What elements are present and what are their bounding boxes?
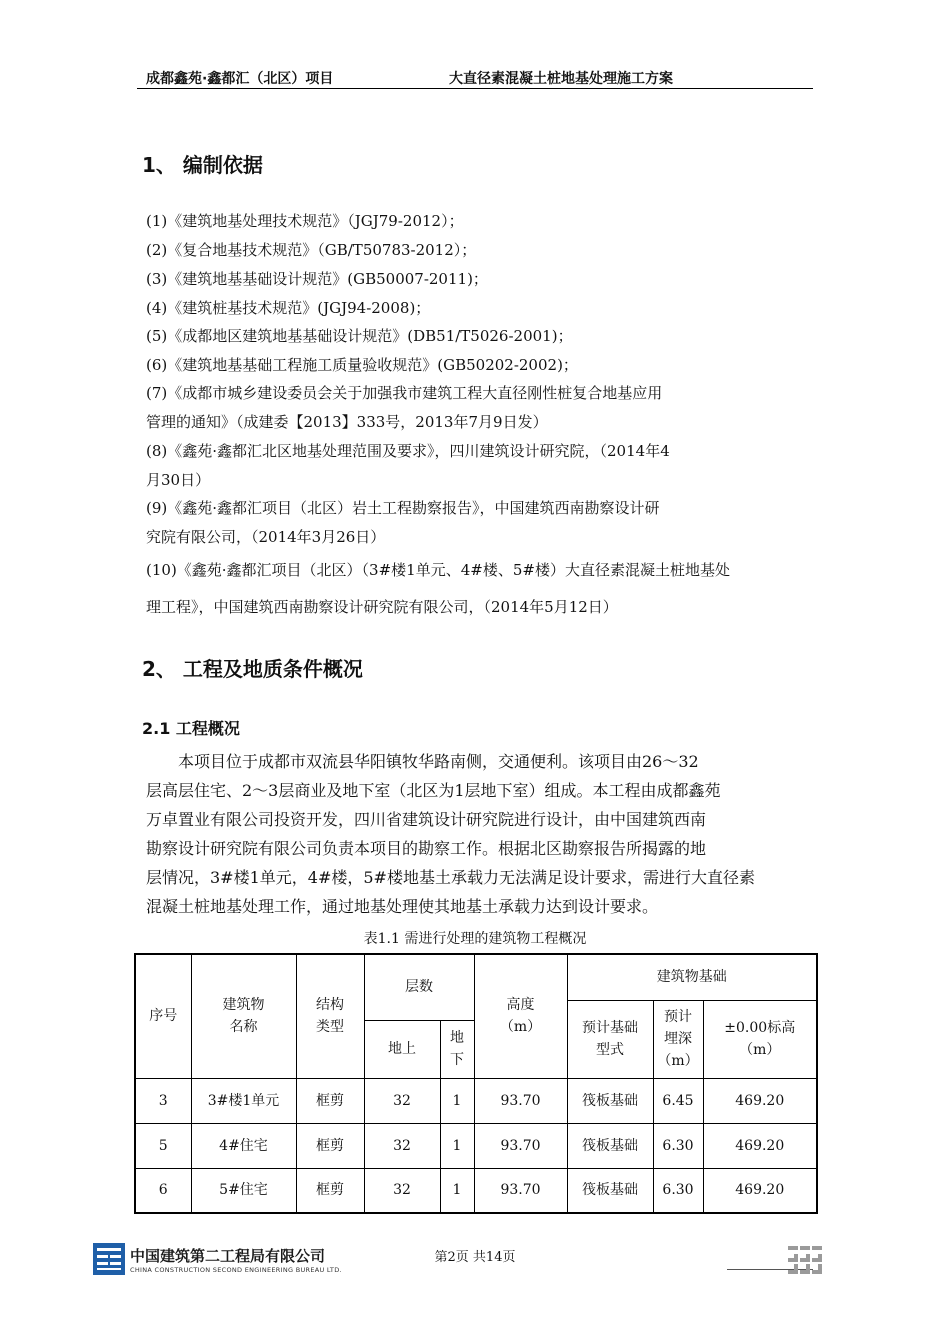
cell: 3#楼1单元: [191, 1078, 296, 1123]
table-caption: 表1.1 需进行处理的建筑物工程概况: [363, 931, 587, 947]
ref-line: (7)《成都市城乡建设委员会关于加强我市建筑工程大直径刚性桩复合地基应用: [146, 384, 663, 402]
header-height: 高度 （m）: [474, 954, 567, 1078]
header-foundation-type: 预计基础 型式: [567, 1000, 653, 1078]
ref-line: (6)《建筑地基基础工程施工质量验收规范》(GB50202-2002)；: [146, 356, 578, 374]
header-below-ground: 地 下: [440, 1020, 474, 1078]
cell: 469.20: [703, 1168, 817, 1213]
cell: 4#住宅: [191, 1123, 296, 1168]
header-seq: 序号: [135, 954, 191, 1078]
header-foundation: 建筑物基础: [567, 954, 817, 1000]
ref-line: (1)《建筑地基处理技术规范》（JGJ79-2012）；: [146, 212, 464, 230]
cell: 1: [440, 1123, 474, 1168]
cell: 框剪: [296, 1123, 364, 1168]
header-doc-title: 大直径素混凝土桩地基处理施工方案: [449, 71, 673, 87]
page-number: 第2页 共14页: [434, 1250, 516, 1265]
para-line: 万卓置业有限公司投资开发，四川省建筑设计研究院进行设计，由中国建筑西南: [146, 810, 707, 829]
ref-line: 理工程》，中国建筑西南勘察设计研究院有限公司，（2014年5月12日）: [146, 598, 618, 616]
cell: 框剪: [296, 1168, 364, 1213]
cell: 筏板基础: [567, 1078, 653, 1123]
cell: 469.20: [703, 1078, 817, 1123]
section-2-title: 2、 工程及地质条件概况: [142, 657, 363, 681]
cell: 5: [135, 1123, 191, 1168]
cell: 93.70: [474, 1168, 567, 1213]
para-line: 勘察设计研究院有限公司负责本项目的勘察工作。根据北区勘察报告所揭露的地: [146, 839, 707, 858]
header-above-ground: 地上: [364, 1020, 440, 1078]
para-line: 层高层住宅、2～3层商业及地下室（北区为1层地下室）组成。本工程由成都鑫苑: [146, 781, 721, 800]
ref-line: (8)《鑫苑·鑫都汇北区地基处理范围及要求》，四川建筑设计研究院，（2014年4: [146, 442, 670, 460]
ref-line: 月30日）: [146, 471, 211, 489]
header-floors: 层数: [364, 954, 474, 1020]
cell: 筏板基础: [567, 1168, 653, 1213]
header-elevation: ±0.00标高 （m）: [703, 1000, 817, 1078]
cell: 469.20: [703, 1123, 817, 1168]
header-project-name: 成都鑫苑·鑫都汇（北区）项目: [146, 71, 334, 87]
ref-line: (2)《复合地基技术规范》（GB/T50783-2012）；: [146, 241, 477, 259]
ref-line: (5)《成都地区建筑地基基础设计规范》(DB51/T5026-2001)；: [146, 327, 573, 345]
header-rule: [137, 88, 813, 89]
body-paragraph: [146, 747, 826, 921]
cell: 6.30: [653, 1123, 703, 1168]
cell: 6: [135, 1168, 191, 1213]
para-line: 混凝土桩地基处理工作，通过地基处理使其地基土承载力达到设计要求。: [146, 897, 659, 916]
subsection-title: 2.1 工程概况: [142, 719, 240, 738]
ref-line: (3)《建筑地基基础设计规范》(GB50007-2011)；: [146, 270, 488, 288]
cell: 3: [135, 1078, 191, 1123]
ref-line: (9)《鑫苑·鑫都汇项目（北区）岩土工程勘察报告》，中国建筑西南勘察设计研: [146, 499, 660, 517]
cell: 筏板基础: [567, 1123, 653, 1168]
cell: 32: [364, 1123, 440, 1168]
ref-line: 究院有限公司，（2014年3月26日）: [146, 528, 386, 546]
cell: 93.70: [474, 1078, 567, 1123]
cell: 93.70: [474, 1123, 567, 1168]
para-line: 层情况，3#楼1单元，4#楼，5#楼地基土承载力无法满足设计要求，需进行大直径素: [146, 868, 755, 887]
ref-line: (10)《鑫苑·鑫都汇项目（北区）（3#楼1单元、4#楼、5#楼）大直径素混凝土桩地基处: [146, 561, 730, 579]
company-name-cn: 中国建筑第二工程局有限公司: [130, 1247, 326, 1265]
cell: 1: [440, 1168, 474, 1213]
cell: 6.30: [653, 1168, 703, 1213]
cell: 32: [364, 1168, 440, 1213]
table-row: [135, 1123, 817, 1168]
table-row: [135, 1168, 817, 1213]
cell: 1: [440, 1078, 474, 1123]
header-building-name: 建筑物 名称: [191, 954, 296, 1078]
header-burial-depth: 预计 埋深 （m）: [653, 1000, 703, 1078]
buildings-table: [134, 953, 818, 1214]
ref-line: 管理的通知》（成建委【2013】333号，2013年7月9日发）: [146, 413, 548, 431]
cell: 5#住宅: [191, 1168, 296, 1213]
section-1-title: 1、 编制依据: [142, 153, 263, 177]
header-structure: 结构 类型: [296, 954, 364, 1078]
cell: 6.45: [653, 1078, 703, 1123]
para-line: 本项目位于成都市双流县华阳镇牧华路南侧，交通便利。该项目由26～32: [178, 752, 699, 771]
cell: 32: [364, 1078, 440, 1123]
bureau-mark-icon: [786, 1244, 824, 1276]
cell: 框剪: [296, 1078, 364, 1123]
company-name-en: CHINA CONSTRUCTION SECOND ENGINEERING BUREAU LTD.: [130, 1266, 342, 1274]
table-row: [135, 1078, 817, 1123]
ref-line: (4)《建筑桩基技术规范》(JGJ94-2008)；: [146, 299, 431, 317]
